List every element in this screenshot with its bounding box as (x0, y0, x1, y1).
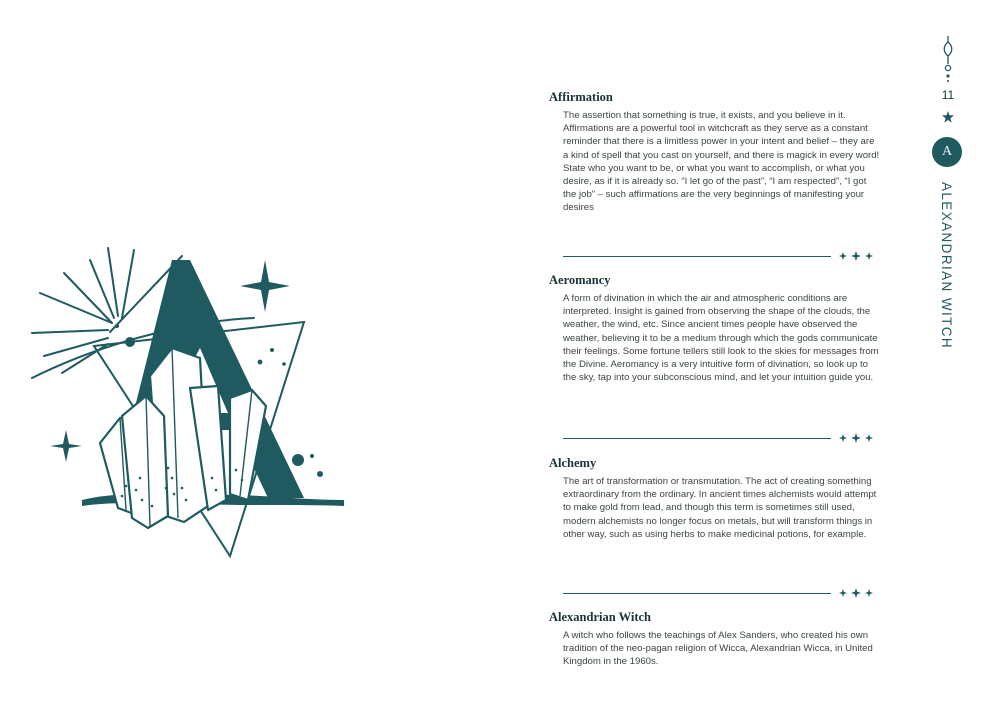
vine-ornament-icon (941, 36, 955, 82)
section-divider (563, 433, 875, 443)
entry-alchemy (549, 456, 879, 541)
crystal-letter-illustration (22, 238, 352, 568)
star-ornament-icon (837, 251, 875, 261)
badge-letter: A (941, 144, 953, 159)
star-ornament-icon (837, 433, 875, 443)
letter-badge (932, 137, 962, 167)
section-divider (563, 588, 875, 598)
entry-definition: The art of transformation or transmutation. The act of creating something extraordinary from the ordinary. In ancient times alchemists would attempt to make gold from lead, and though this term is sometimes still used, modern alchemists no longer focus on metals, but will transform things in other way, such as using herbs to make medicinal potions, for example. (563, 476, 877, 540)
running-head: ALEXANDRIAN WITCH (939, 182, 954, 350)
entry-term: Affirmation (549, 90, 613, 104)
section-divider (563, 251, 875, 261)
entry-aeromancy (549, 273, 879, 384)
entry-term: Aeromancy (549, 273, 611, 287)
entry-definition: A form of divination in which the air and atmospheric conditions are interpreted. Insight is gained from observing the shape of the clouds, the weather, the wind, etc. Since ancient times people have observed the weather, believing it to be a medium through which the gods communicate their feelings. Some fortune tellers still look to the skies for messages from the Divine. Aeromancy is a very intuitive form of divination, so look up to the sky, tap into your subconscious mind, and let your intuition guide you. (563, 293, 879, 384)
entry-alexandrian-witch (549, 610, 879, 669)
star-icon (941, 110, 955, 124)
page-number: 11 (941, 88, 955, 102)
entry-term: Alexandrian Witch (549, 610, 651, 624)
entry-definition: The assertion that something is true, it exists, and you believe in it. Affirmations are a powerful tool in witchcraft as they serve as a constant reminder that there is a limitless power in your intent and belief – they are a kind of spell that you cast on yourself, and there is magick in every word! State who you want to be, or what you want to accomplish, or what you desire, as if it is already so. “I let go of the past”, “I am respected”, “I got the job” – such affirmations are the very beginnings of manifesting your desires (563, 110, 880, 214)
entry-affirmation (549, 90, 879, 215)
entry-definition: A witch who follows the teachings of Alex Sanders, who created his own tradition of the neo-pagan religion of Wicca, Alexandrian Wicca, in United Kingdom in the 1960s. (563, 630, 873, 668)
star-ornament-icon (837, 588, 875, 598)
entry-term: Alchemy (549, 456, 597, 470)
